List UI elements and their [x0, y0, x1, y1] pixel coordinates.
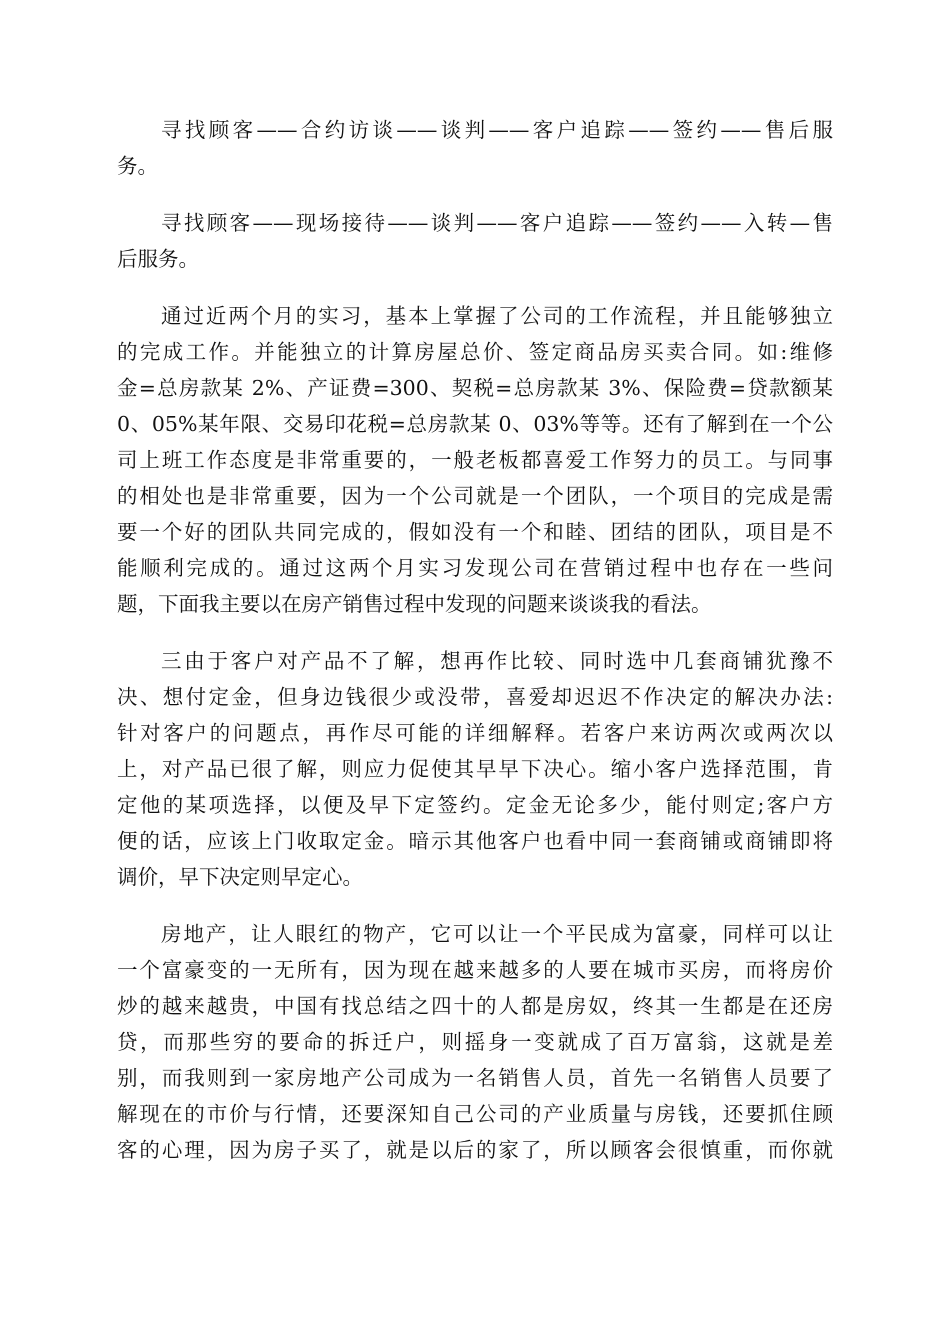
text-line: 房地产，让人眼红的物产，它可以让一个平民成为富豪，同样可以让: [161, 922, 833, 946]
text-line: 寻找顾客——现场接待——谈判——客户追踪——签约——入转—售: [161, 211, 833, 235]
text-line: 针对客户的问题点，再作尽可能的详细解释。若客户来访两次或两次以: [117, 721, 833, 745]
text-line: 别，而我则到一家房地产公司成为一名销售人员，首先一名销售人员要了: [117, 1066, 833, 1090]
text-line: 的完成工作。并能独立的计算房屋总价、签定商品房买卖合同。如:维修: [117, 340, 833, 364]
text-line: 决、想付定金，但身边钱很少或没带，喜爱却迟迟不作决定的解决办法:: [117, 685, 833, 709]
text-line: 炒的越来越贵，中国有找总结之四十的人都是房奴，终其一生都是在还房: [117, 994, 833, 1018]
text-line: 0、05%某年限、交易印花税=总房款某 0、03%等等。还有了解到在一个公: [117, 412, 833, 436]
paragraph-3: [117, 298, 833, 622]
text-line: 通过近两个月的实习，基本上掌握了公司的工作流程，并且能够独立: [161, 304, 833, 328]
text-line: 一个富豪变的一无所有，因为现在越来越多的人要在城市买房，而将房价: [117, 958, 833, 982]
text-line: 的相处也是非常重要，因为一个公司就是一个团队，一个项目的完成是需: [117, 484, 833, 508]
text-line: 解现在的市价与行情，还要深知自己公司的产业质量与房钱，还要抓住顾: [117, 1102, 833, 1126]
text-line: 务。: [117, 154, 158, 178]
text-line: 贷，而那些穷的要命的拆迁户，则摇身一变就成了百万富翁，这就是差: [117, 1030, 833, 1054]
paragraph-4: [117, 643, 833, 895]
text-line: 客的心理，因为房子买了，就是以后的家了，所以顾客会很慎重，而你就: [117, 1138, 833, 1162]
text-line: 金=总房款某 2%、产证费=300、契税=总房款某 3%、保险费=贷款额某: [117, 376, 833, 400]
text-line: 寻找顾客——合约访谈——谈判——客户追踪——签约——售后服: [161, 118, 833, 142]
paragraph-1: [117, 112, 833, 184]
text-line: 定他的某项选择，以便及早下定签约。定金无论多少，能付则定;客户方: [117, 793, 833, 817]
document-page: [117, 112, 833, 1168]
paragraph-2: [117, 205, 833, 277]
paragraph-5: [117, 916, 833, 1168]
text-line: 题，下面我主要以在房产销售过程中发现的问题来谈谈我的看法。: [117, 592, 712, 616]
text-line: 要一个好的团队共同完成的，假如没有一个和睦、团结的团队，项目是不: [117, 520, 833, 544]
text-line: 能顺利完成的。通过这两个月实习发现公司在营销过程中也存在一些问: [117, 556, 833, 580]
text-line: 便的话，应该上门收取定金。暗示其他客户也看中同一套商铺或商铺即将: [117, 829, 833, 853]
text-line: 三由于客户对产品不了解，想再作比较、同时选中几套商铺犹豫不: [161, 649, 833, 673]
text-line: 上，对产品已很了解，则应力促使其早早下决心。缩小客户选择范围，肯: [117, 757, 833, 781]
text-line: 调价，早下决定则早定心。: [117, 865, 363, 889]
text-line: 司上班工作态度是非常重要的，一般老板都喜爱工作努力的员工。与同事: [117, 448, 833, 472]
text-line: 后服务。: [117, 247, 199, 271]
